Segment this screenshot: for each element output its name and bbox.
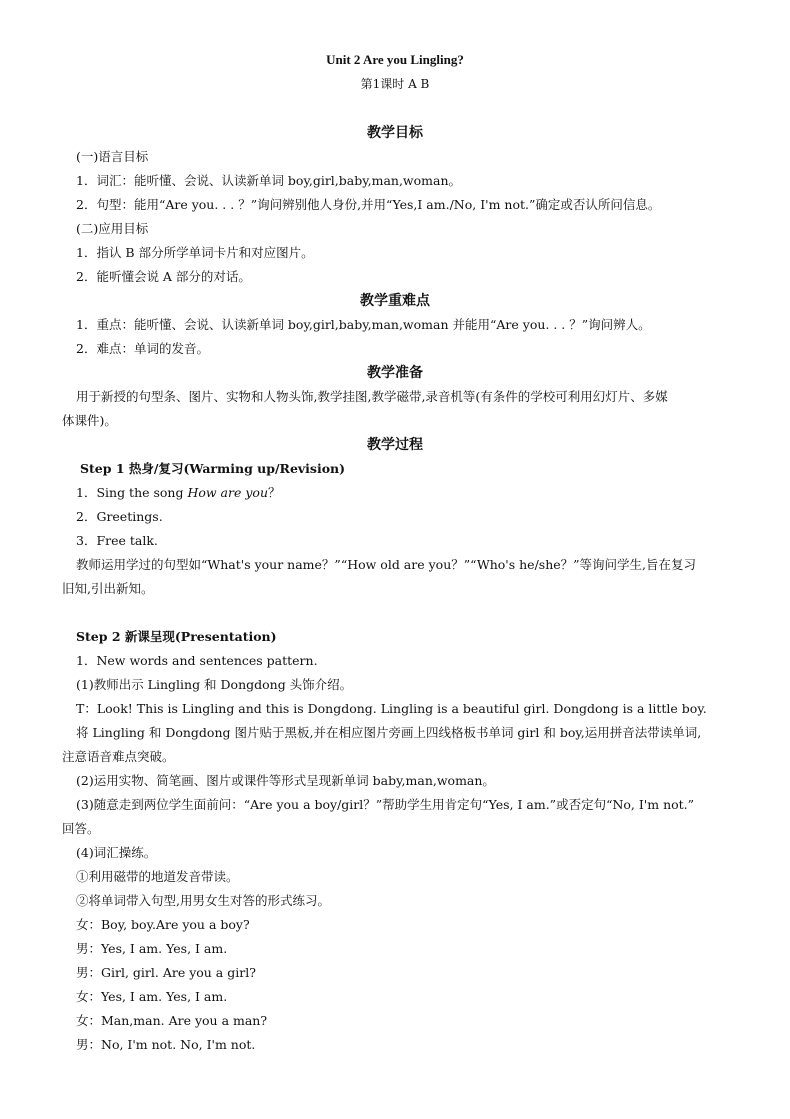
step-2-sub-3: (3)随意走到两位学生面前问：“Are you a boy/girl？”帮助学生用肯定句“Yes, I am.”或否定句“No, I'm not.” [76, 797, 695, 812]
step-2-sub-1: (1)教师出示 Lingling 和 Dongdong 头饰介绍。 [76, 677, 353, 692]
language-goal-2: 2．句型：能用“Are you. . . ？”询问辨别他人身份,并用“Yes,I am./No, I'm not.”确定或否认所问信息。 [76, 197, 661, 212]
goals-heading: 教学目标 [367, 125, 423, 141]
step-2-sub-2: (2)运用实物、简笔画、图片或课件等形式呈现新单词 baby,man,woman。 [76, 773, 495, 788]
dialogue-line-2: 男：Yes, I am. Yes, I am. [76, 941, 228, 956]
dialogue-line-6: 男：No, I'm not. No, I'm not. [76, 1037, 256, 1052]
dialogue-line-4: 女：Yes, I am. Yes, I am. [76, 989, 228, 1004]
step-1-item-1 [76, 481, 746, 505]
teacher-line: T：Look! This is Lingling and this is Dongdong. Lingling is a beautiful girl. Dongdong is a little boy. [76, 701, 707, 716]
step-2-sub-4: (4)词汇操练。 [76, 845, 157, 860]
step-2-item-1: 1．New words and sentences pattern. [76, 653, 318, 668]
step-1-note-1: 教师运用学过的句型如“What's your name？”“How old are you？”“Who's he/she？”等询问学生,旨在复习 [76, 557, 697, 572]
lesson-subtitle: 第1课时 A B [360, 77, 430, 91]
step-2-board-2: 注意语音难点突破。 [62, 749, 175, 764]
step-2-sub-4b: ②将单词带入句型,用男女生对答的形式练习。 [76, 893, 330, 908]
step-2-sub-3-cont: 回答。 [62, 821, 100, 836]
step-1-item-1-end: ？ [268, 485, 281, 500]
key-point-2: 2．难点：单词的发音。 [76, 341, 209, 356]
preparation-heading: 教学准备 [367, 365, 423, 381]
application-goal-2: 2．能听懂会说 A 部分的对话。 [76, 269, 251, 284]
preparation-text-1: 用于新授的句型条、图片、实物和人物头饰,教学挂图,教学磁带,录音机等(有条件的学校可利用幻灯片、多媒 [76, 389, 668, 404]
song-title: How are you [187, 485, 268, 500]
step-2-board-1: 将 Lingling 和 Dongdong 图片贴于黑板,并在相应图片旁画上四线格板书单词 girl 和 boy,运用拼音法带读单词, [76, 725, 702, 740]
step-2-heading: Step 2 新课呈现(Presentation) [76, 629, 277, 644]
application-goal-label: (二)应用目标 [76, 221, 149, 236]
preparation-text-2: 体课件)。 [62, 413, 117, 428]
step-1-note-2: 旧知,引出新知。 [62, 581, 154, 596]
step-1-item-1-text: 1．Sing the song [76, 485, 188, 500]
application-goal-1: 1．指认 B 部分所学单词卡片和对应图片。 [76, 245, 314, 260]
key-points-heading: 教学重难点 [360, 293, 430, 309]
dialogue-line-3: 男：Girl, girl. Are you a girl? [76, 965, 256, 980]
step-1-heading: Step 1 热身/复习(Warming up/Revision) [80, 461, 346, 476]
step-1-item-3: 3．Free talk. [76, 533, 158, 548]
unit-title: Unit 2 Are you Lingling? [326, 52, 464, 67]
step-1-item-2: 2．Greetings. [76, 509, 163, 524]
step-2-sub-4a: ①利用磁带的地道发音带读。 [76, 869, 239, 884]
language-goal-label: (一)语言目标 [76, 149, 149, 164]
key-point-1: 1．重点：能听懂、会说、认读新单词 boy,girl,baby,man,woman 并能用“Are you. . . ？”询问辨人。 [76, 317, 651, 332]
language-goal-1: 1．词汇：能听懂、会说、认读新单词 boy,girl,baby,man,woman。 [76, 173, 462, 188]
process-heading: 教学过程 [367, 437, 423, 453]
dialogue-line-5: 女：Man,man. Are you a man? [76, 1013, 268, 1028]
dialogue-line-1: 女：Boy, boy.Are you a boy? [76, 917, 250, 932]
